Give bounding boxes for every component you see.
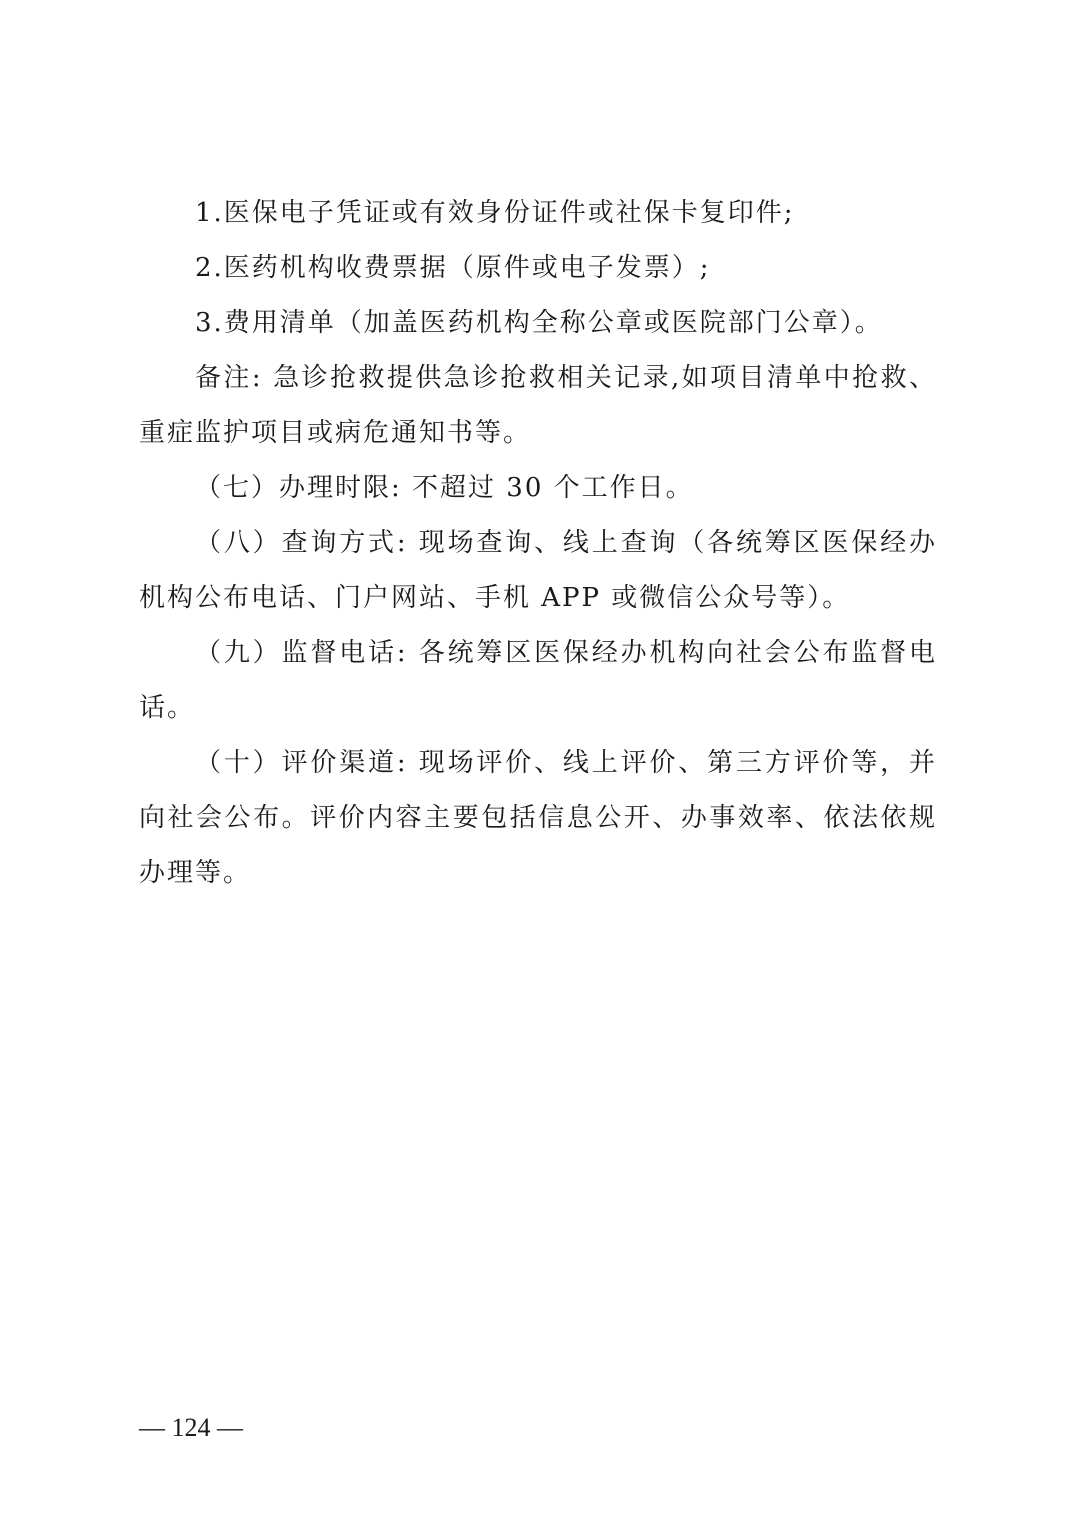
page-number: — 124 —	[139, 1413, 243, 1442]
note-paragraph: 备注: 急诊抢救提供急诊抢救相关记录,如项目清单中抢救、重症监护项目或病危通知书等。	[139, 363, 937, 448]
section-processing-time: （七）办理时限: 不超过 30 个工作日。	[195, 473, 694, 503]
section-query-method: （八）查询方式: 现场查询、线上查询（各统筹区医保经办机构公布电话、门户网站、手机 APP 或微信公众号等）。	[139, 528, 937, 613]
document-body	[139, 186, 937, 901]
section-supervision-phone: （九）监督电话: 各统筹区医保经办机构向社会公布监督电话。	[139, 638, 937, 723]
list-item-fee-list: 3.费用清单（加盖医药机构全称公章或医院部门公章）。	[195, 308, 883, 338]
section-evaluation-channel: （十）评价渠道: 现场评价、线上评价、第三方评价等，并向社会公布。评价内容主要包括信息公开、办事效率、依法依规办理等。	[139, 748, 937, 888]
list-item-receipts: 2.医药机构收费票据（原件或电子发票）;	[195, 253, 711, 283]
list-item-id-materials: 1.医保电子凭证或有效身份证件或社保卡复印件;	[195, 198, 795, 228]
